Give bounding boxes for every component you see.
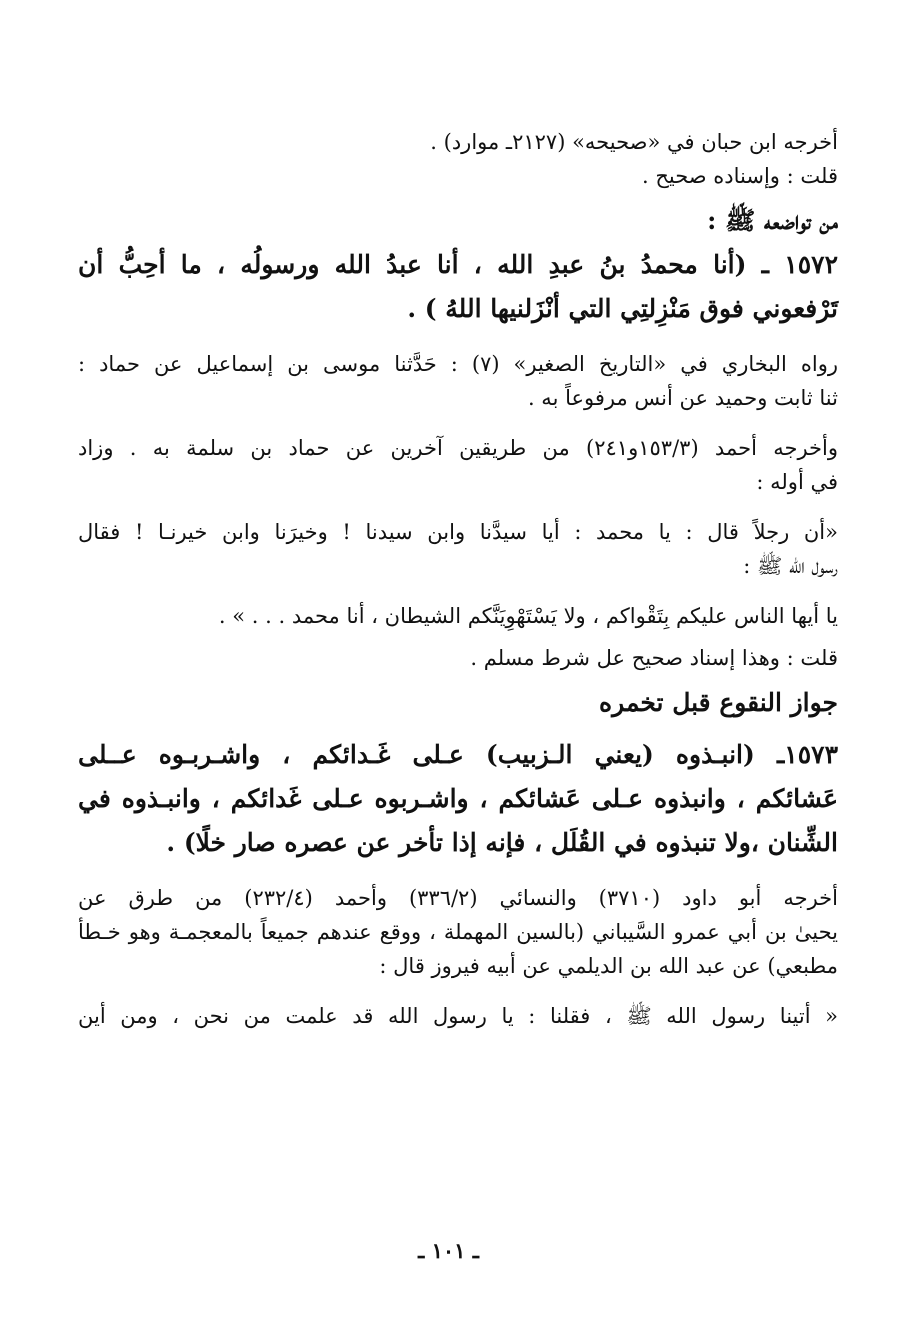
text-line: «أن رجلاً قال : يا محمد : أيا سيدَّنا وابن سيدنا ! وخيرَنا وابن خيرنـا ! فقال: [78, 520, 838, 544]
quotation: [78, 515, 838, 633]
hadith-text: الشِّنان ،ولا تنبذوه في القُلَل ، فإنه إذا تأخر عن عصره صار خلًا) .: [166, 828, 838, 857]
text-line: رواه البخاري في «التاريخ الصغير» (٧) : حَدَّثنا موسى بن إسماعيل عن حماد :: [78, 352, 838, 376]
section-heading: من تواضعه ﷺ :: [707, 206, 838, 235]
text-line: يحيىٰ بن أبي عمرو السَّيباني (بالسين المهملة ، ووقع عندهم جميعاً بالمعجمـة وهو خـطأ: [78, 920, 838, 944]
hadith-block: [78, 733, 838, 865]
hadith-text: ١٥٧٣ـ (انبـذوه (يعني الـزبيب) عـلى غَـدائكم ، واشـربـوه عــلى: [78, 740, 838, 769]
hadith-text: عَشائكم ، وانبذوه عـلى عَشائكم ، واشـربوه عـلى غَدائكم ، وانبـذوه في: [78, 784, 838, 813]
hadith-text: ١٥٧٢ ـ (أنا محمدُ بنُ عبدِ الله ، أنا عبدُ الله ورسولُه ، ما أحِبُّ أن: [78, 250, 838, 279]
text-line: أخرجه ابن حبان في «صحيحه» (٢١٢٧ـ موارد) .: [430, 130, 838, 154]
page-number: ـ ١٠١ ـ: [418, 1238, 479, 1263]
hadith-text: تَرْفعوني فوق مَنْزِلتِي التي أنْزَلنيها اللهُ ) .: [407, 294, 838, 323]
text-line: « أتينا رسول الله ﷺ ، فقلنا : يا رسول الله قد علمت من نحن ، ومن أين: [78, 1004, 838, 1028]
text-line: وأخرجه أحمد (١٥٣/٣و٢٤١) من طريقين آخرين عن حماد بن سلمة به . وزاد: [78, 436, 839, 460]
text-line: قلت : وهذا إسناد صحيح عل شرط مسلم .: [470, 646, 838, 670]
text-line: قلت : وإسناده صحيح .: [641, 164, 838, 188]
text-line: رسول الله ﷺ :: [743, 554, 838, 578]
page-body: [78, 125, 838, 1033]
text-line: يا أيها الناس عليكم بِتَقْواكم ، ولا يَسْتَهْوِيَنَّكم الشيطان ، أنا محمد . . . » .: [218, 604, 838, 628]
text-line: أخرجه أبو داود (٣٧١٠) والنسائي (٣٣٦/٢) وأحمد (٢٣٢/٤) من طرق عن: [78, 886, 838, 910]
section-heading: جواز النقوع قبل تخمره: [599, 688, 838, 717]
paragraph: [78, 881, 838, 983]
text-line: ثنا ثابت وحميد عن أنس مرفوعاً به .: [527, 386, 838, 410]
text-line: في أوله :: [756, 470, 838, 494]
paragraph: [78, 431, 838, 499]
text-line: مطبعي) عن عبد الله بن الديلمي عن أبيه فيروز قال :: [379, 954, 838, 978]
paragraph: [78, 347, 838, 415]
